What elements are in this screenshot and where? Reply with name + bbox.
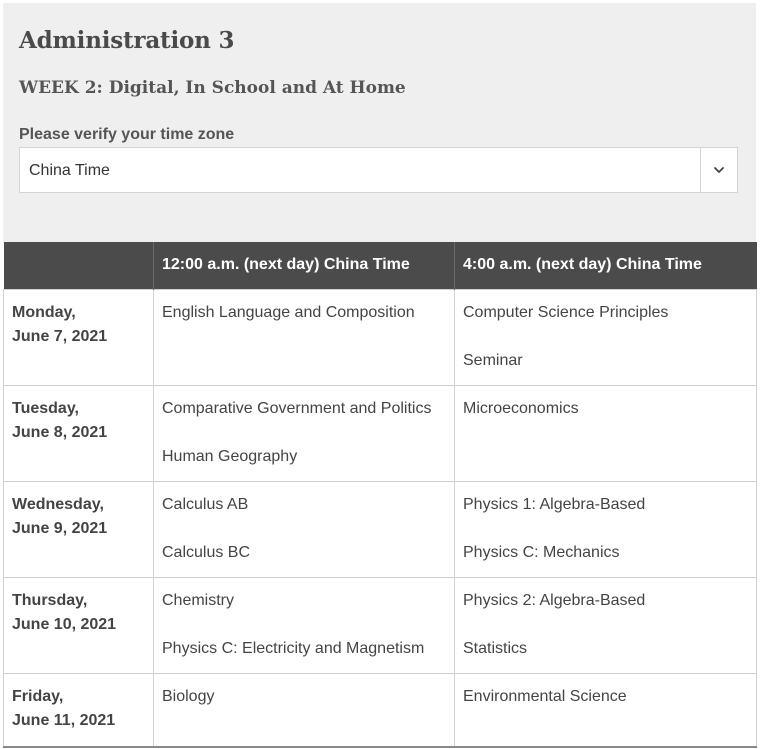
exam-name: Comparative Government and Politics [162,399,432,417]
slot-1-cell [154,481,455,577]
day-cell [4,577,154,673]
slot-2-cell [455,289,757,385]
exam-name: Physics 1: Algebra-Based [463,495,646,513]
slot-1-cell [154,289,455,385]
day-date: June 9, 2021 [12,519,108,537]
slot-1-cell [154,385,455,481]
column-header-slot-2: 4:00 a.m. (next day) China Time [455,242,757,289]
slot-1-cell [154,577,455,673]
table-row [4,481,757,577]
day-date: June 7, 2021 [12,327,108,345]
table-row [4,577,757,673]
week-subtitle: WEEK 2: Digital, In School and At Home [19,78,406,98]
exam-name: Environmental Science [463,687,627,705]
day-name: Monday, [12,303,76,321]
exam-name: Chemistry [162,591,235,609]
chevron-down-icon[interactable] [701,148,737,192]
day-name: Wednesday, [12,495,104,513]
table-row [4,673,757,747]
column-header-slot-1: 12:00 a.m. (next day) China Time [154,242,455,289]
day-name: Friday, [12,687,64,705]
day-date: June 10, 2021 [12,615,117,633]
slot-2-cell [455,481,757,577]
exam-name: Seminar [463,351,523,369]
table-row [4,289,757,385]
exam-name: Physics C: Mechanics [463,543,620,561]
exam-name: Calculus BC [162,543,251,561]
table-header-row [4,242,757,289]
exam-name: Physics C: Electricity and Magnetism [162,639,425,657]
slot-2-cell [455,673,757,747]
exam-schedule-table [3,242,757,748]
slot-2-cell [455,577,757,673]
exam-name: Human Geography [162,447,298,465]
column-header-day [4,242,154,289]
exam-name: Computer Science Principles [463,303,669,321]
exam-name: Physics 2: Algebra-Based [463,591,646,609]
timezone-select[interactable] [19,147,738,193]
exam-name: Biology [162,687,215,705]
day-cell [4,673,154,747]
day-cell [4,385,154,481]
slot-1-cell [154,673,455,747]
exam-name: Calculus AB [162,495,249,513]
exam-name: Microeconomics [463,399,579,417]
day-name: Thursday, [12,591,88,609]
exam-name: English Language and Composition [162,303,415,321]
slot-2-cell [455,385,757,481]
timezone-label: Please verify your time zone [19,126,235,143]
page-title: Administration 3 [19,27,235,54]
day-date: June 8, 2021 [12,423,108,441]
timezone-selected-value: China Time [29,162,110,179]
timezone-panel [3,3,756,243]
day-cell [4,289,154,385]
day-date: June 11, 2021 [12,711,116,729]
table-row [4,385,757,481]
day-cell [4,481,154,577]
day-name: Tuesday, [12,399,79,417]
exam-name: Statistics [463,639,528,657]
